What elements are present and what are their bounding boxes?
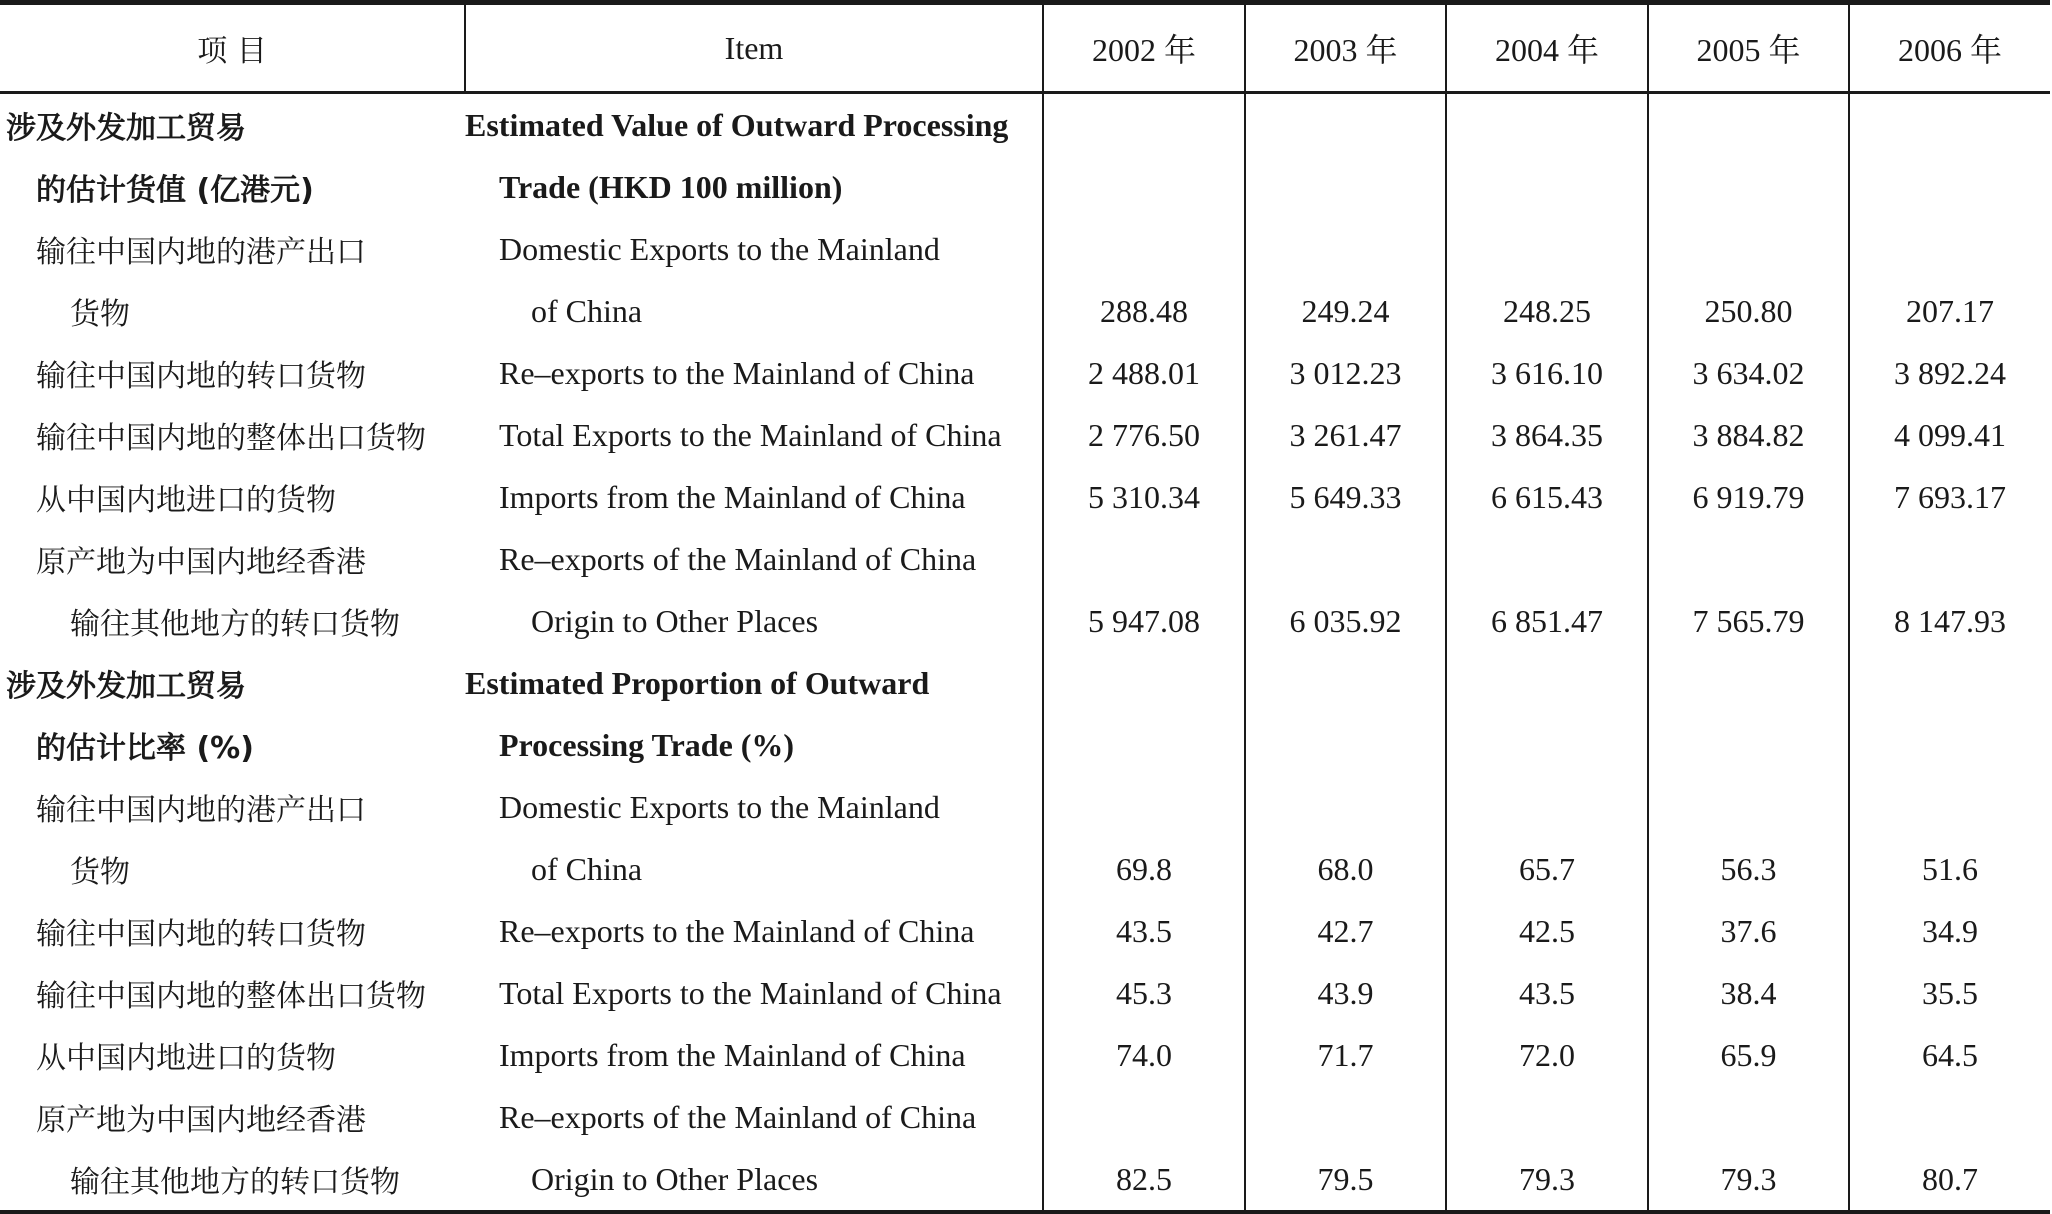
value-cell (1849, 714, 2050, 776)
value-cell: 45.3 (1043, 962, 1245, 1024)
row-label-cn: 从中国内地进口的货物 (36, 1041, 336, 1076)
row-label-cn: 输往中国内地的港产出口 (36, 793, 366, 828)
value-cell: 6 919.79 (1648, 466, 1849, 528)
row-label-en: Re–exports to the Mainland of China (499, 354, 975, 391)
row-label-en: Total Exports to the Mainland of China (499, 416, 1002, 453)
value-cell: 3 884.82 (1648, 404, 1849, 466)
table-row (0, 1086, 2050, 1148)
row-label-en: Domestic Exports to the Mainland (499, 788, 940, 825)
value-cell (1849, 776, 2050, 838)
table-row (0, 156, 2050, 218)
value-cell: 64.5 (1849, 1024, 2050, 1086)
row-label-en: Re–exports of the Mainland of China (499, 1098, 977, 1135)
table-row (0, 962, 2050, 1024)
row-label-en: Domestic Exports to the Mainland (499, 230, 940, 267)
row-label-cn: 输往中国内地的整体出口货物 (36, 979, 426, 1014)
row-label-en: Re–exports to the Mainland of China (499, 912, 975, 949)
table-row (0, 218, 2050, 280)
row-label-cn: 涉及外发加工贸易 (6, 111, 246, 146)
value-cell: 6 035.92 (1245, 590, 1446, 652)
value-cell: 82.5 (1043, 1148, 1245, 1212)
table-row (0, 280, 2050, 342)
row-label-cn: 的估计比率 (%) (36, 731, 254, 766)
value-cell (1648, 1086, 1849, 1148)
table-row (0, 776, 2050, 838)
value-cell: 5 947.08 (1043, 590, 1245, 652)
value-cell (1849, 652, 2050, 714)
header-year: 2003 年 (1245, 3, 1446, 93)
value-cell: 34.9 (1849, 900, 2050, 962)
value-cell (1849, 93, 2050, 157)
value-cell: 3 892.24 (1849, 342, 2050, 404)
value-cell (1648, 528, 1849, 590)
value-cell: 56.3 (1648, 838, 1849, 900)
value-cell (1446, 528, 1648, 590)
table-row (0, 590, 2050, 652)
value-cell: 68.0 (1245, 838, 1446, 900)
header-year: 2006 年 (1849, 3, 2050, 93)
row-label-en: Estimated Value of Outward Processing (465, 106, 1009, 143)
value-cell (1849, 218, 2050, 280)
value-cell: 3 634.02 (1648, 342, 1849, 404)
value-cell: 4 099.41 (1849, 404, 2050, 466)
table-row (0, 838, 2050, 900)
value-cell (1043, 1086, 1245, 1148)
row-label-en: Processing Trade (%) (499, 726, 795, 763)
value-cell (1849, 156, 2050, 218)
header-year: 2005 年 (1648, 3, 1849, 93)
value-cell: 74.0 (1043, 1024, 1245, 1086)
value-cell (1446, 93, 1648, 157)
value-cell: 35.5 (1849, 962, 2050, 1024)
value-cell (1648, 776, 1849, 838)
table-row (0, 900, 2050, 962)
header-item-cn-label: 项 目 (197, 34, 267, 69)
value-cell (1043, 93, 1245, 157)
row-label-en: Estimated Proportion of Outward (465, 664, 930, 701)
row-label-en: Total Exports to the Mainland of China (499, 974, 1002, 1011)
value-cell (1043, 714, 1245, 776)
row-label-cn: 输往中国内地的转口货物 (36, 917, 366, 952)
value-cell (1245, 776, 1446, 838)
row-label-en: Trade (HKD 100 million) (499, 168, 843, 205)
value-cell (1849, 528, 2050, 590)
value-cell: 71.7 (1245, 1024, 1446, 1086)
value-cell: 38.4 (1648, 962, 1849, 1024)
row-label-en: Re–exports of the Mainland of China (499, 540, 977, 577)
value-cell: 3 864.35 (1446, 404, 1648, 466)
header-row (0, 3, 2050, 93)
header-item-cn (0, 3, 465, 93)
header-year: 2004 年 (1446, 3, 1648, 93)
row-label-cn: 原产地为中国内地经香港 (36, 545, 366, 580)
value-cell (1849, 1086, 2050, 1148)
table-row (0, 652, 2050, 714)
header-item-en: Item (465, 3, 1043, 93)
table-row (0, 404, 2050, 466)
value-cell: 72.0 (1446, 1024, 1648, 1086)
value-cell: 69.8 (1043, 838, 1245, 900)
table-row (0, 342, 2050, 404)
row-label-cn: 输往其他地方的转口货物 (70, 607, 400, 642)
value-cell (1043, 218, 1245, 280)
value-cell: 43.5 (1446, 962, 1648, 1024)
value-cell (1648, 714, 1849, 776)
value-cell (1043, 156, 1245, 218)
value-cell (1648, 218, 1849, 280)
row-label-cn: 货物 (70, 297, 130, 332)
row-label-en: of China (531, 850, 643, 887)
table-body (0, 93, 2050, 1213)
row-label-cn: 涉及外发加工贸易 (6, 669, 246, 704)
row-label-cn: 输往中国内地的转口货物 (36, 359, 366, 394)
value-cell: 79.5 (1245, 1148, 1446, 1212)
value-cell (1446, 218, 1648, 280)
value-cell: 79.3 (1648, 1148, 1849, 1212)
value-cell: 80.7 (1849, 1148, 2050, 1212)
row-label-cn: 输往其他地方的转口货物 (0, 1148, 465, 1212)
value-cell: 250.80 (1648, 280, 1849, 342)
value-cell: 6 851.47 (1446, 590, 1648, 652)
value-cell (1446, 156, 1648, 218)
value-cell: 65.9 (1648, 1024, 1849, 1086)
value-cell (1245, 218, 1446, 280)
value-cell (1245, 652, 1446, 714)
row-label-cn: 原产地为中国内地经香港 (36, 1103, 366, 1138)
value-cell (1446, 714, 1648, 776)
row-label-cn: 货物 (70, 855, 130, 890)
row-label-en: of China (531, 292, 643, 329)
value-cell (1648, 156, 1849, 218)
value-cell: 42.7 (1245, 900, 1446, 962)
value-cell (1648, 652, 1849, 714)
value-cell: 248.25 (1446, 280, 1648, 342)
header-year: 2002 年 (1043, 3, 1245, 93)
value-cell (1245, 528, 1446, 590)
value-cell: 37.6 (1648, 900, 1849, 962)
value-cell (1648, 93, 1849, 157)
value-cell: 5 310.34 (1043, 466, 1245, 528)
value-cell: 51.6 (1849, 838, 2050, 900)
value-cell (1446, 1086, 1648, 1148)
row-label-cn: 输往中国内地的整体出口货物 (36, 421, 426, 456)
value-cell (1043, 652, 1245, 714)
row-label-en: Imports from the Mainland of China (499, 1036, 966, 1073)
table-row (0, 1148, 2050, 1212)
value-cell: 3 261.47 (1245, 404, 1446, 466)
value-cell (1245, 156, 1446, 218)
value-cell: 207.17 (1849, 280, 2050, 342)
table-row (0, 714, 2050, 776)
row-label-cn: 输往中国内地的港产出口 (36, 235, 366, 270)
value-cell: 2 776.50 (1043, 404, 1245, 466)
value-cell: 42.5 (1446, 900, 1648, 962)
value-cell (1245, 93, 1446, 157)
value-cell (1446, 776, 1648, 838)
row-label-en: Origin to Other Places (531, 602, 819, 639)
value-cell (1043, 528, 1245, 590)
value-cell: 7 565.79 (1648, 590, 1849, 652)
value-cell: 43.9 (1245, 962, 1446, 1024)
value-cell: 3 012.23 (1245, 342, 1446, 404)
value-cell: 65.7 (1446, 838, 1648, 900)
value-cell (1043, 776, 1245, 838)
value-cell: 7 693.17 (1849, 466, 2050, 528)
table-row (0, 466, 2050, 528)
value-cell: 6 615.43 (1446, 466, 1648, 528)
row-label-cn: 从中国内地进口的货物 (36, 483, 336, 518)
value-cell: 43.5 (1043, 900, 1245, 962)
value-cell: 8 147.93 (1849, 590, 2050, 652)
table-row (0, 528, 2050, 590)
value-cell (1245, 1086, 1446, 1148)
row-label-en: Origin to Other Places (465, 1148, 1043, 1212)
table-header (0, 3, 2050, 93)
value-cell: 249.24 (1245, 280, 1446, 342)
table-row (0, 93, 2050, 157)
row-label-en: Imports from the Mainland of China (499, 478, 966, 515)
value-cell: 79.3 (1446, 1148, 1648, 1212)
value-cell: 3 616.10 (1446, 342, 1648, 404)
row-label-cn: 的估计货值 (亿港元) (36, 173, 314, 208)
value-cell: 288.48 (1043, 280, 1245, 342)
value-cell (1245, 714, 1446, 776)
table-row (0, 1024, 2050, 1086)
value-cell (1446, 652, 1648, 714)
value-cell: 2 488.01 (1043, 342, 1245, 404)
value-cell: 5 649.33 (1245, 466, 1446, 528)
